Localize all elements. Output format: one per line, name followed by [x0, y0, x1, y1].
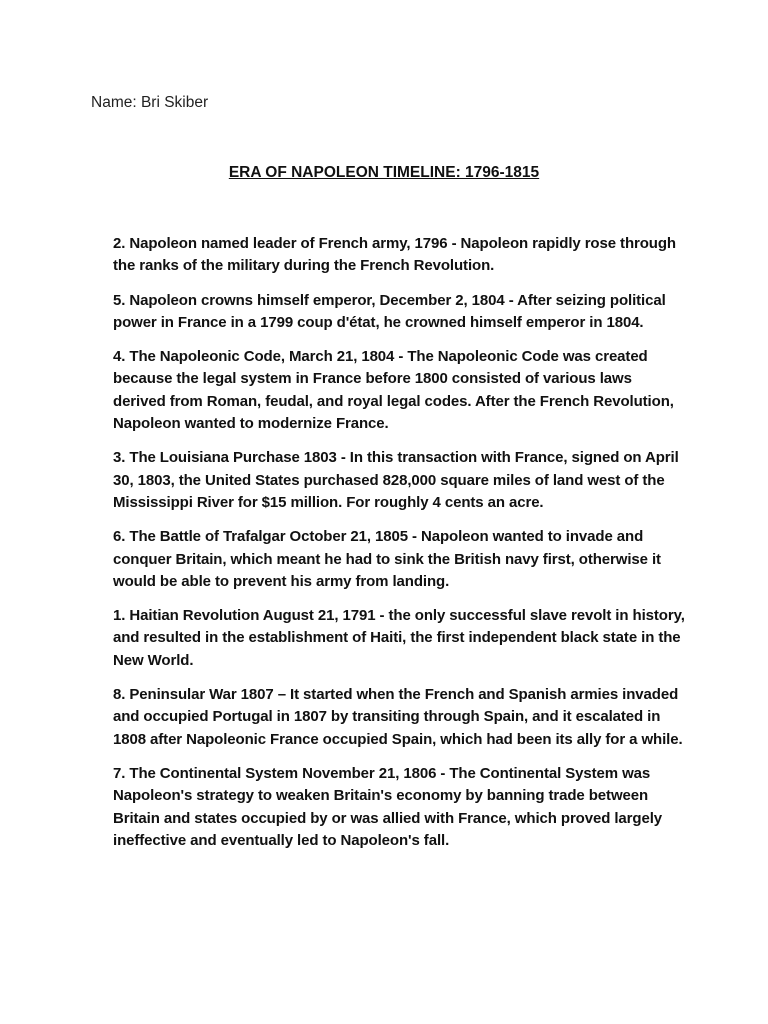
- timeline-entry: 8. Peninsular War 1807 – It started when the French and Spanish armies invaded and occupied Portugal in 1807 by transiting through Spain, and it escalated in 1808 after Napoleonic France occupied Spain, which had been its ally for a while.: [113, 686, 683, 748]
- timeline-entry: 6. The Battle of Trafalgar October 21, 1805 - Napoleon wanted to invade and conquer Britain, which meant he had to sink the British navy first, otherwise it would be able to prevent his army from landing.: [113, 528, 661, 590]
- timeline-entry: 5. Napoleon crowns himself emperor, December 2, 1804 - After seizing political power in France in a 1799 coup d'état, he crowned himself emperor in 1804.: [113, 291, 666, 331]
- timeline-entry: 1. Haitian Revolution August 21, 1791 - the only successful slave revolt in history, and resulted in the establishment of Haiti, the first independent black state in the New World.: [113, 607, 685, 669]
- timeline-entry: 4. The Napoleonic Code, March 21, 1804 - The Napoleonic Code was created because the legal system in France before 1800 consisted of various laws derived from Roman, feudal, and royal legal codes. After the French Revolution, Napoleon wanted to modernize France.: [113, 348, 674, 433]
- author-name: Name: Bri Skiber: [91, 94, 209, 111]
- page-title: ERA OF NAPOLEON TIMELINE: 1796-1815: [228, 164, 540, 181]
- timeline-entries: [113, 233, 685, 864]
- timeline-entry: 3. The Louisiana Purchase 1803 - In this transaction with France, signed on April 30, 1803, the United States purchased 828,000 square miles of land west of the Mississippi River for $15 million. For roughly 4 cents an acre.: [113, 449, 679, 511]
- timeline-entry: 7. The Continental System November 21, 1806 - The Continental System was Napoleon's strategy to weaken Britain's economy by banning trade between Britain and states occupied by or was allied with France, which proved largely ineffective and eventually led to Napoleon's fall.: [113, 764, 663, 849]
- timeline-entry: 2. Napoleon named leader of French army, 1796 - Napoleon rapidly rose through the ranks of the military during the French Revolution.: [113, 235, 676, 275]
